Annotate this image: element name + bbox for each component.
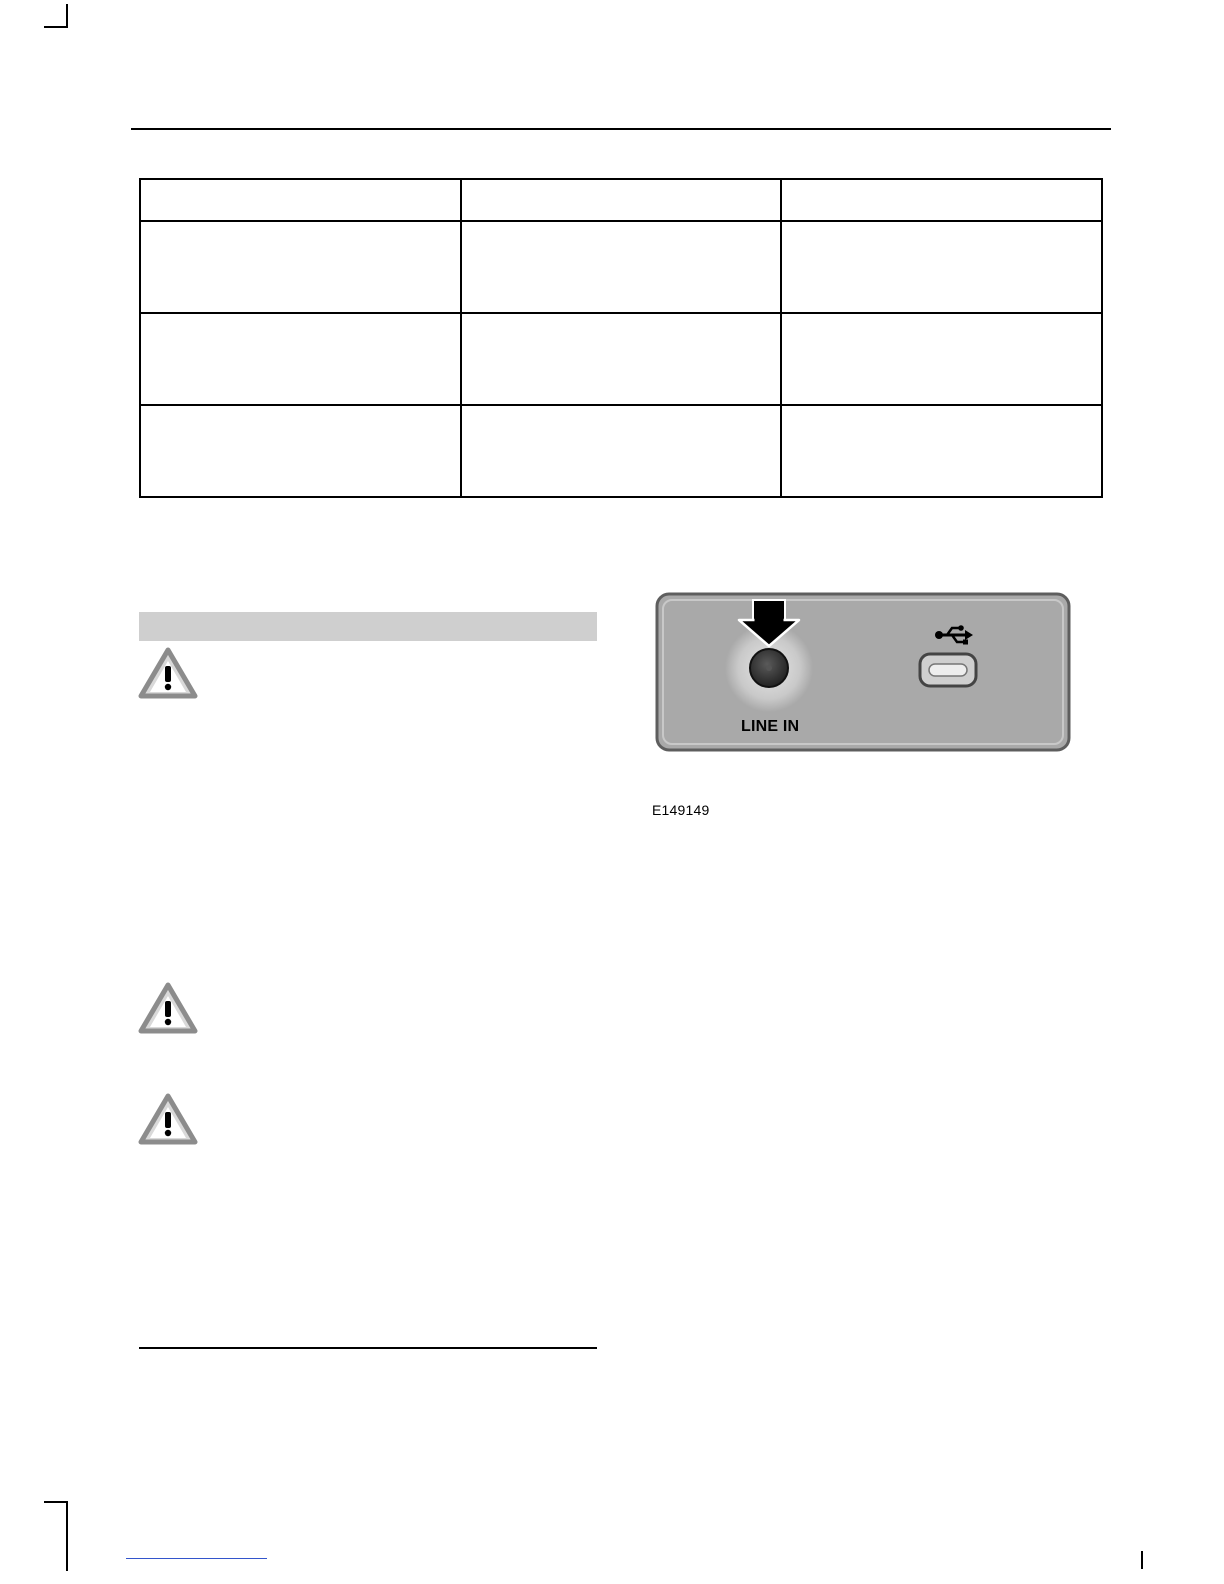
usb-port xyxy=(920,654,976,686)
bottom-right-tick xyxy=(1141,1551,1143,1569)
table-row xyxy=(140,221,1102,313)
table-cell xyxy=(461,405,782,497)
table-header-cell xyxy=(781,179,1102,221)
warning-triangle-icon xyxy=(138,982,198,1034)
table-cell xyxy=(461,221,782,313)
table-header-cell xyxy=(461,179,782,221)
crop-mark-bottom-left-vertical xyxy=(66,1501,68,1571)
table-row xyxy=(140,313,1102,405)
line-in-usb-panel-illustration xyxy=(655,592,1071,752)
table-cell xyxy=(140,313,461,405)
crop-mark-top-left-vertical xyxy=(66,4,68,28)
spec-table xyxy=(139,178,1103,498)
crop-mark-top-left-horizontal xyxy=(44,26,68,28)
table-cell xyxy=(781,221,1102,313)
warning-triangle-icon xyxy=(138,647,198,699)
table-cell xyxy=(781,405,1102,497)
warning-triangle-icon xyxy=(138,1093,198,1145)
line-in-label: LINE IN xyxy=(741,718,800,735)
table-cell xyxy=(140,405,461,497)
table-header-cell xyxy=(140,179,461,221)
footnote-rule xyxy=(139,1347,597,1349)
figure-code: E149149 xyxy=(652,802,710,818)
header-rule xyxy=(131,128,1111,130)
table-cell xyxy=(781,313,1102,405)
bottom-link-underline[interactable] xyxy=(126,1558,267,1559)
crop-mark-bottom-left-horizontal xyxy=(44,1501,68,1503)
section-heading-bar xyxy=(139,612,597,641)
table-cell xyxy=(461,313,782,405)
table-cell xyxy=(140,221,461,313)
table-row xyxy=(140,405,1102,497)
table-header-row xyxy=(140,179,1102,221)
